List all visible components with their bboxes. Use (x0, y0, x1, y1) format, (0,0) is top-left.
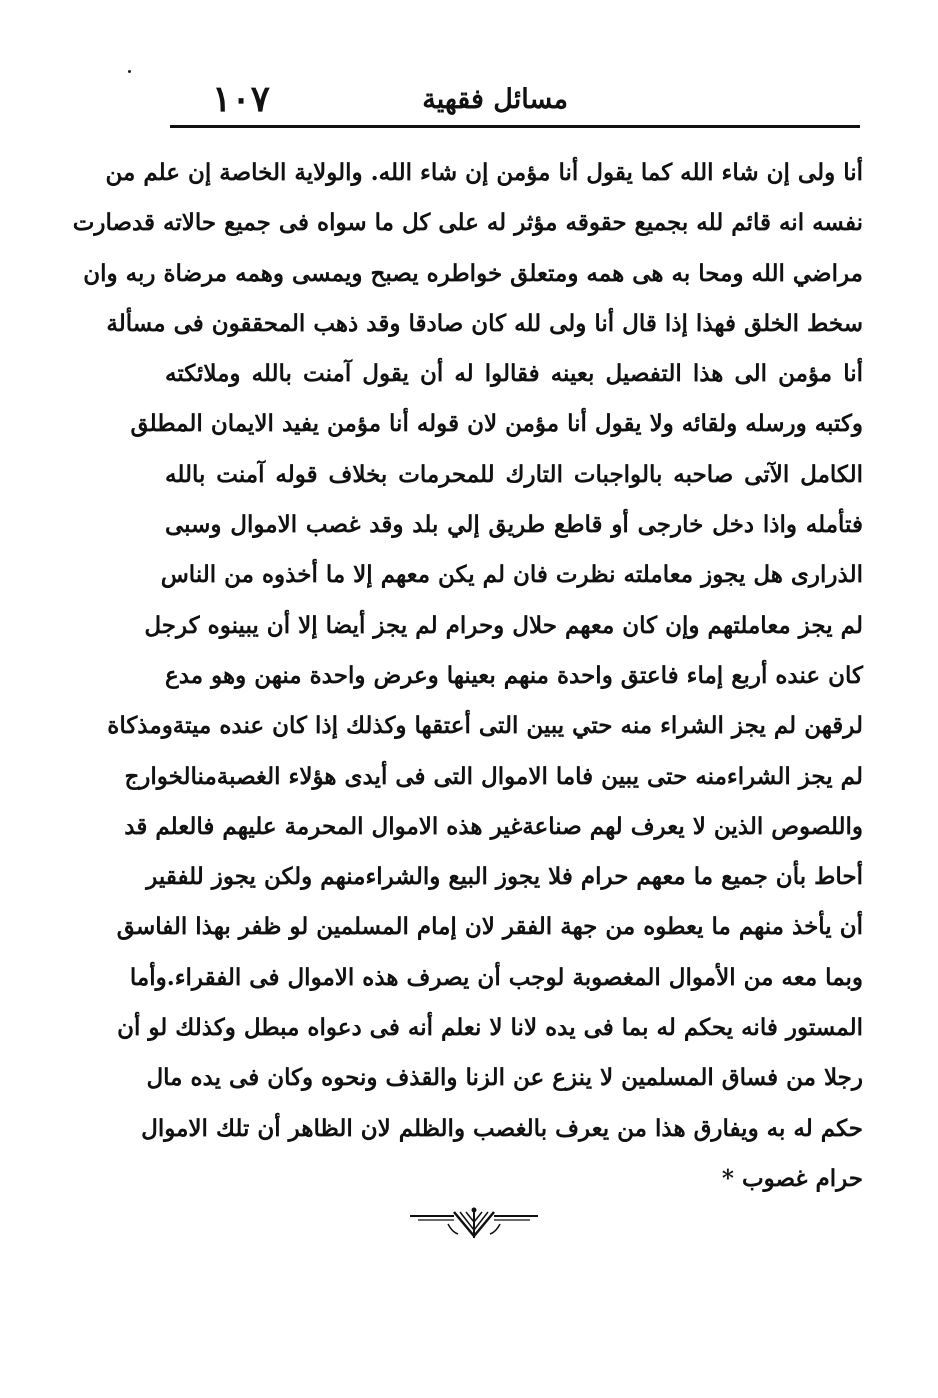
text-line: أن يأخذ منهم ما يعطوه من جهة الفقر لان إمام المسلمين لو ظفر بهذا الفاسق (116, 913, 863, 941)
text-line: وبما معه من الأموال المغصوبة لوجب أن يصرف هذه الاموال فى الفقراء.وأما (129, 963, 863, 991)
text-line: لرقهن لم يجز الشراء منه حتي يبين التى أعتقها وكذلك إذا كان عنده ميتةومذكاة (107, 712, 863, 740)
text-line: أنا مؤمن الى هذا التفصيل بعينه فقالوا له أن يقول آمنت بالله وملائكته (165, 360, 863, 388)
text-line: نفسه انه قائم لله بجميع حقوقه مؤثر له على كل ما سواه فى جميع حالاته قدصارت (72, 209, 863, 237)
text-line: أحاط بأن جميع ما معهم حرام فلا يجوز البيع والشراءمنهم ولكن يجوز للفقير (146, 863, 863, 891)
text-line: وكتبه ورسله ولقائه ولا يقول أنا مؤمن لان قوله أنا مؤمن يفيد الايمان المطلق (130, 410, 863, 438)
text-line: سخط الخلق فهذا إذا قال أنا ولى لله كان صادقا وقد ذهب المحققون فى مسألة (106, 309, 863, 337)
text-line: رجلا من فساق المسلمين لا ينزع عن الزنا والقذف ونحوه وكان فى يده مال (146, 1064, 863, 1092)
text-line: مراضي الله ومحا به هى همه ومتعلق خواطره يصبح ويمسى وهمه مرضاة ربه وان (83, 259, 863, 287)
text-line: حكم له به ويفارق هذا من يعرف بالغصب والظلم لان الظاهر أن تلك الاموال (141, 1114, 863, 1142)
running-title: مسائل فقهية (422, 84, 568, 115)
text-line: أنا ولى إن شاء الله كما يقول أنا مؤمن إن شاء الله. والولاية الخاصة إن علم من (105, 159, 863, 186)
text-line: واللصوص الذين لا يعرف لهم صناعةغير هذه الاموال المحرمة عليهم فالعلم قد (124, 812, 863, 840)
text-line-final: حرام غصوب * (721, 1164, 863, 1192)
text-line: فتأمله واذا دخل خارجى أو قاطع طريق إلي بلد وقد غصب الاموال وسبى (165, 511, 863, 539)
text-line: كان عنده أربع إماء فاعتق واحدة منهم بعينها وعرض واحدة منهن وهو مدع (164, 661, 863, 689)
header-rule (170, 125, 860, 128)
page-header (170, 78, 858, 126)
body-text (72, 148, 863, 1204)
page-number: ١٠٧ (212, 78, 271, 120)
ink-speck (128, 70, 131, 73)
text-line: المستور فانه يحكم له بما فى يده لانا لا نعلم أنه فى دعواه مبطل وكذلك لو أن (117, 1014, 863, 1042)
text-line: لم يجز معاملتهم وإن كان معهم حلال وحرام لم يجز أيضا إلا أن يبينوه كرجل (144, 611, 863, 639)
text-line: الكامل الآتى صاحبه بالواجبات التارك للمحرمات بخلاف قوله آمنت بالله (165, 460, 863, 488)
text-line: لم يجز الشراءمنه حتى يبين فاما الاموال التى فى أيدى هؤلاء الغصبةمنالخوارج (124, 762, 863, 790)
end-of-section-ornament-icon (408, 1202, 540, 1242)
text-line: الذرارى هل يجوز معاملته نظرت فان لم يكن معهم إلا ما أخذوه من الناس (160, 561, 863, 589)
